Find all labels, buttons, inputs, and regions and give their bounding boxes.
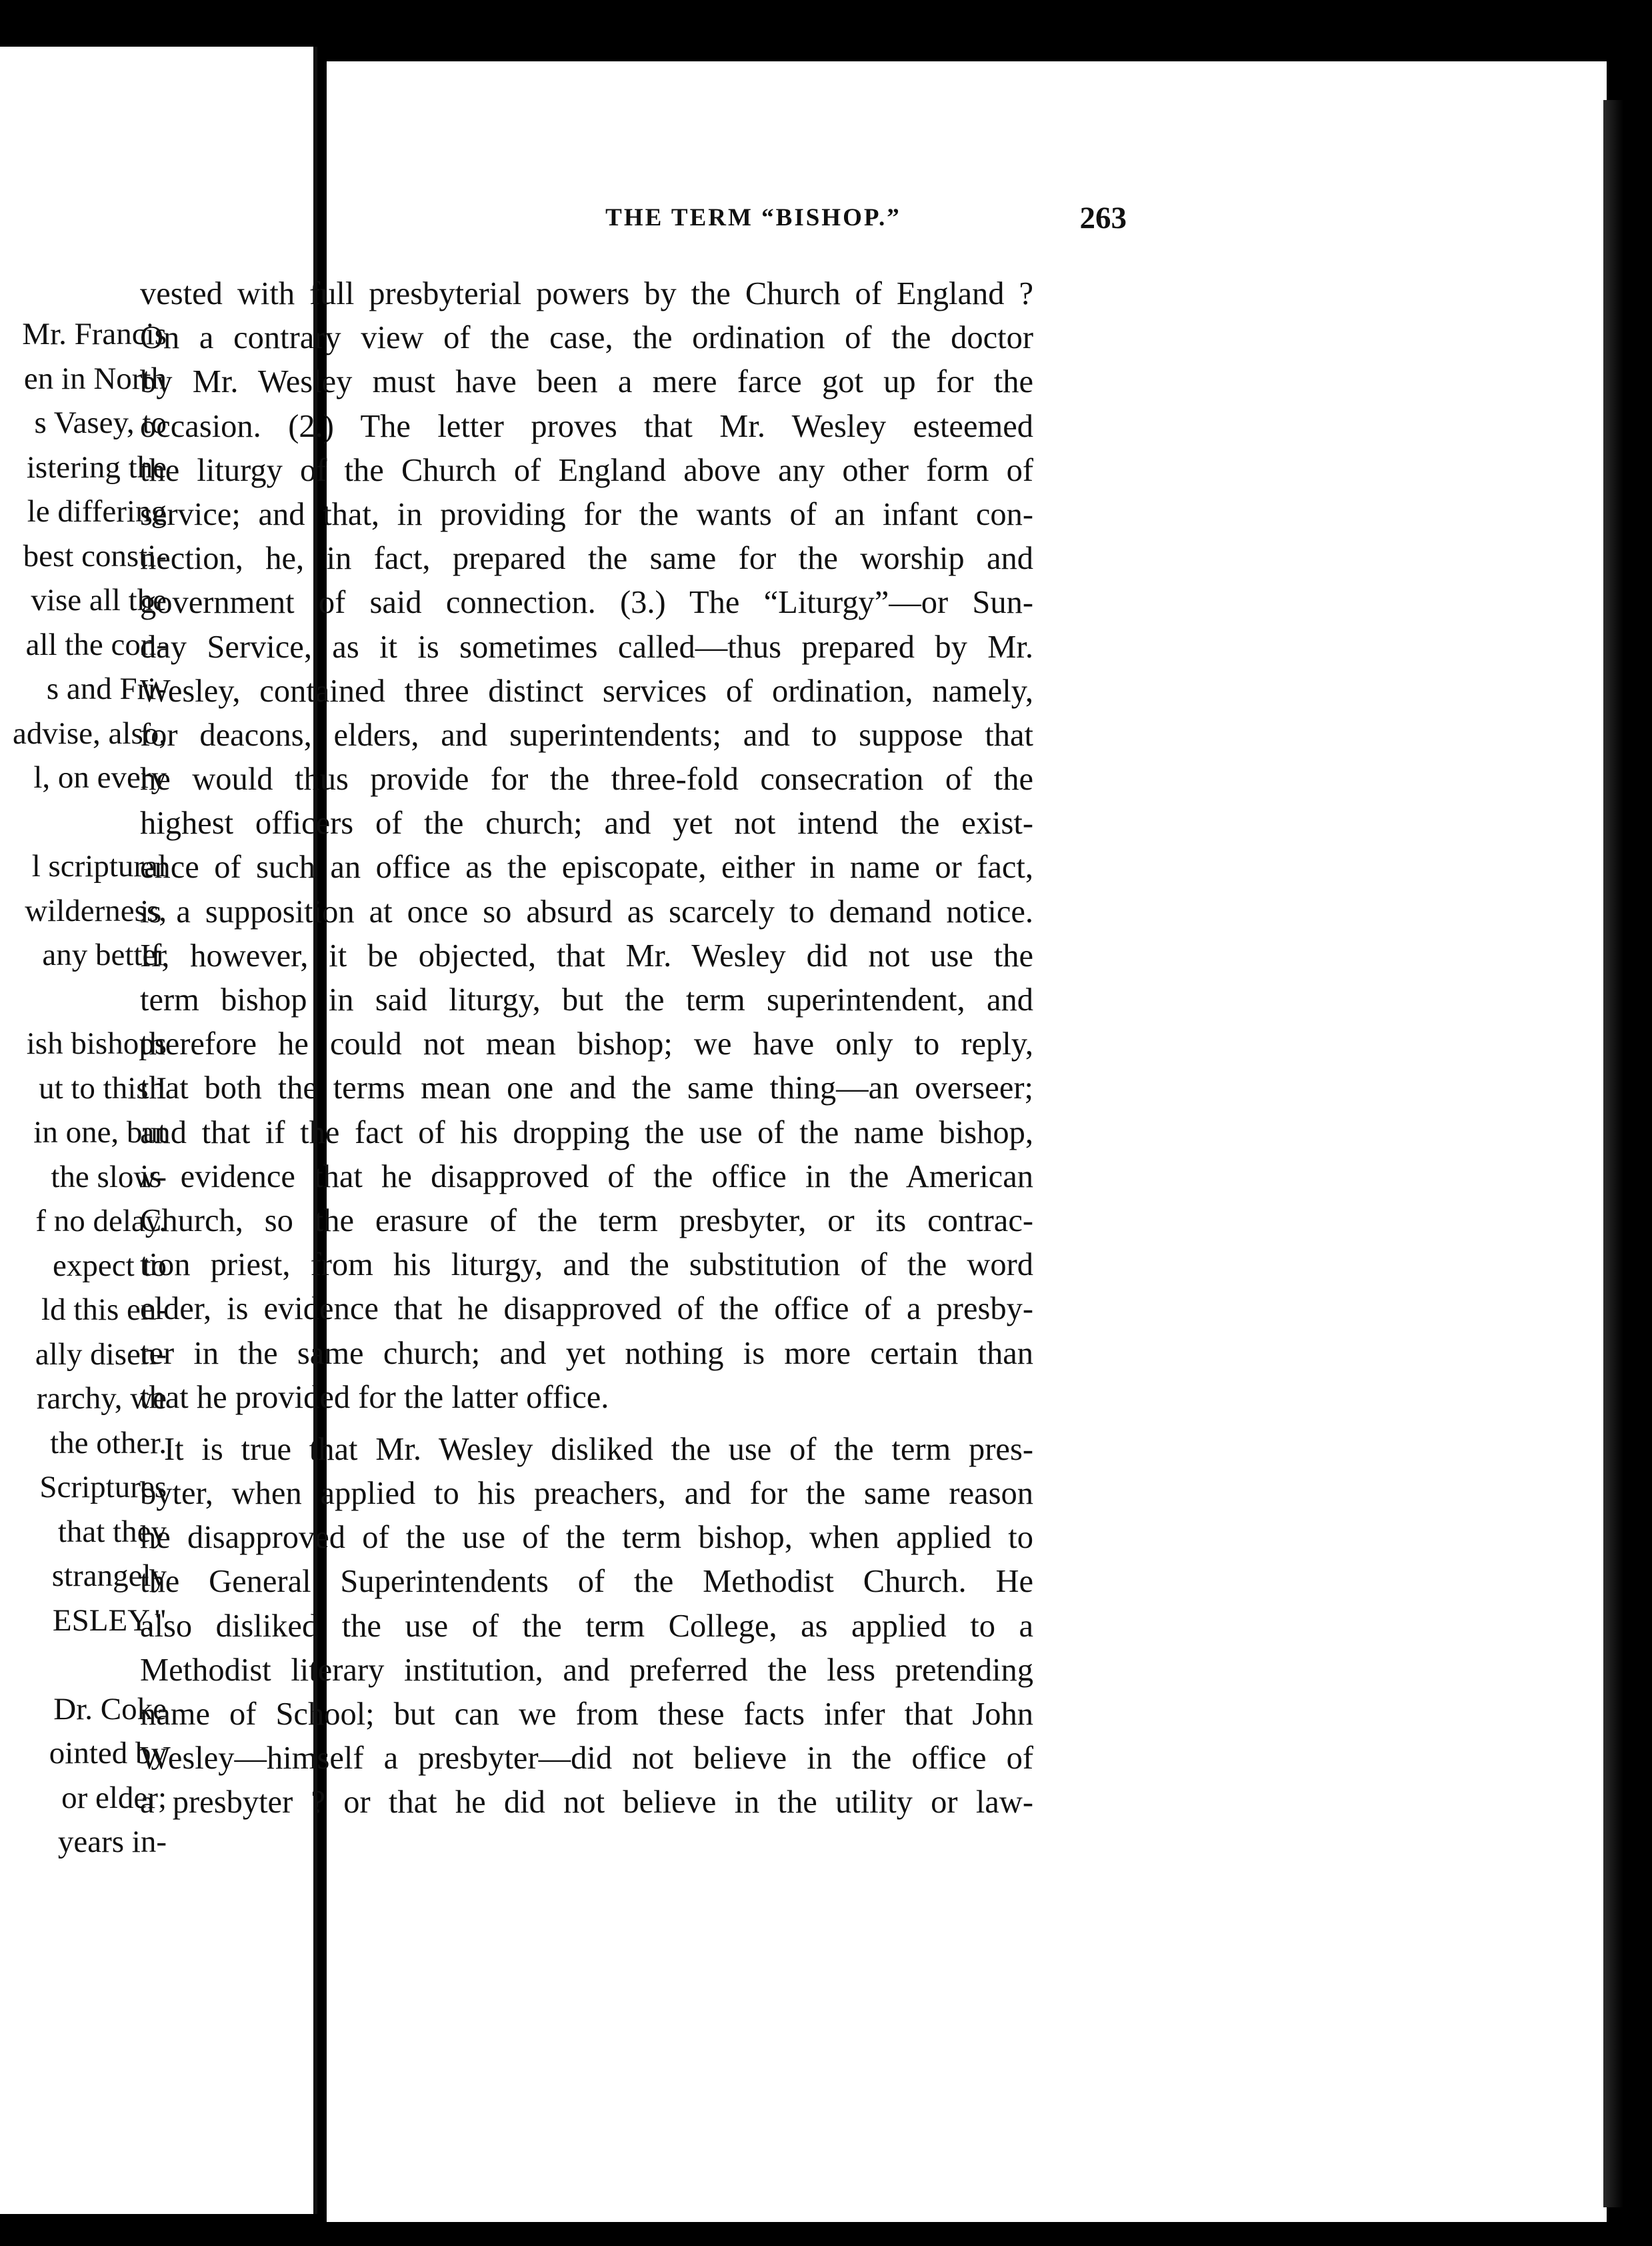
left-line: in one, but [33, 1115, 167, 1150]
text-line: On a contrary view of the case, the ordination of the doctor [140, 320, 1033, 356]
text-line: Methodist literary institution, and preferred the less pretending [140, 1652, 1033, 1688]
text-line: by Mr. Wesley must have been a mere farce got up for the [140, 364, 1033, 400]
text-line: vested with full presbyterial powers by the Church of England ? [140, 276, 1033, 311]
text-line: byter, when applied to his preachers, and for the same reason [140, 1476, 1033, 1512]
left-line: ld this en- [41, 1292, 167, 1327]
left-line: ointed by [49, 1736, 167, 1771]
left-line: ish bishops [26, 1026, 167, 1061]
text-line: occasion. (2.) The letter proves that Mr. Wesley esteemed [140, 408, 1033, 444]
text-line: If, however, it be objected, that Mr. Wesley did not use the [140, 938, 1033, 974]
text-line: that both the terms mean one and the same thing—an overseer; [140, 1070, 1033, 1106]
left-line: the other. [50, 1425, 167, 1460]
text-line: the General Superintendents of the Methodist Church. He [140, 1564, 1033, 1600]
left-line: en in North [23, 361, 167, 396]
text-line: government of said connection. (3.) The “Liturgy”—or Sun- [140, 585, 1033, 621]
left-line: istering the [26, 449, 167, 485]
left-line: advise, also, [12, 716, 167, 751]
left-line: or elder; [61, 1780, 167, 1815]
text-line: name of School; but can we from these facts infer that John [140, 1697, 1033, 1732]
text-line: for deacons, elders, and superintendents; and to suppose that [140, 717, 1033, 753]
left-line: l, on every [33, 760, 167, 795]
text-line: a presbyter ? or that he did not believe in the utility or law- [140, 1785, 1033, 1821]
left-line: le differing [27, 494, 167, 529]
left-line: expect to [53, 1248, 167, 1283]
left-line: the slow- [51, 1159, 167, 1194]
left-line: f no delay. [35, 1204, 167, 1238]
text-line: the liturgy of the Church of England above any other form of [140, 452, 1033, 488]
text-line: It is true that Mr. Wesley disliked the use of the term pres- [164, 1431, 1033, 1467]
left-line: strangely [51, 1558, 167, 1593]
left-line: any better [42, 938, 167, 972]
left-line: s and Fri- [46, 672, 167, 706]
left-line: all the con- [25, 627, 167, 662]
text-line: service; and that, in providing for the wants of an infant con- [140, 496, 1033, 532]
left-line: Scriptures [39, 1470, 167, 1504]
text-line: day Service, as it is sometimes called—thus prepared by Mr. [140, 629, 1033, 665]
text-line: Wesley—himself a presbyter—did not believe in the office of [140, 1741, 1033, 1777]
left-line: Dr. Coke [53, 1691, 167, 1727]
left-line: rarchy, we [36, 1381, 167, 1416]
body-text [140, 272, 1033, 1825]
text-line: ter in the same church; and yet nothing is more certain than [140, 1335, 1033, 1371]
left-line: ut to this I [39, 1070, 167, 1106]
text-line: Wesley, contained three distinct services of ordination, namely, [140, 673, 1033, 709]
left-line: vise all the [31, 583, 167, 618]
text-line: Church, so the erasure of the term presbyter, or its contrac- [140, 1202, 1033, 1238]
text-line: is evidence that he disapproved of the office in the American [140, 1158, 1033, 1194]
text-line: nection, he, in fact, prepared the same for the worship and [140, 541, 1033, 577]
text-line: is a supposition at once so absurd as scarcely to demand notice. [140, 894, 1033, 930]
left-line: s Vasey, to [34, 405, 167, 440]
text-line: highest officers of the church; and yet not intend the exist- [140, 806, 1033, 842]
text-line: elder, is evidence that he disapproved of the office of a presby- [140, 1291, 1033, 1327]
text-line: term bishop in said liturgy, but the term superintendent, and [140, 982, 1033, 1018]
text-line: he disapproved of the use of the term bishop, when applied to [140, 1520, 1033, 1556]
running-head: THE TERM “BISHOP.” [605, 204, 901, 231]
text-line: also disliked the use of the term College, as applied to a [140, 1608, 1033, 1644]
left-line: best consti- [23, 538, 167, 574]
text-line: he would thus provide for the three-fold consecration of the [140, 762, 1033, 798]
text-line: tion priest, from his liturgy, and the substitution of the word [140, 1247, 1033, 1283]
page-number: 263 [1079, 201, 1127, 235]
text-line: ence of such an office as the episcopate, either in name or fact, [140, 850, 1033, 886]
left-line: years in- [57, 1825, 167, 1859]
text-line: that he provided for the latter office. [140, 1379, 609, 1415]
text-line: and that if the fact of his dropping the use of the name bishop, [140, 1114, 1033, 1150]
text-line: therefore he could not mean bishop; we have only to reply, [140, 1026, 1033, 1062]
paragraph-gap [140, 1420, 1033, 1428]
left-line: Mr. Francis [22, 317, 167, 351]
left-line: wilderness, [25, 893, 167, 928]
left-line: l scriptural [31, 849, 167, 884]
left-line: ESLEY." [52, 1602, 167, 1638]
left-line: ally disen- [35, 1336, 167, 1372]
left-line: that they [57, 1514, 167, 1549]
page-edge-shadow [1603, 100, 1623, 2207]
